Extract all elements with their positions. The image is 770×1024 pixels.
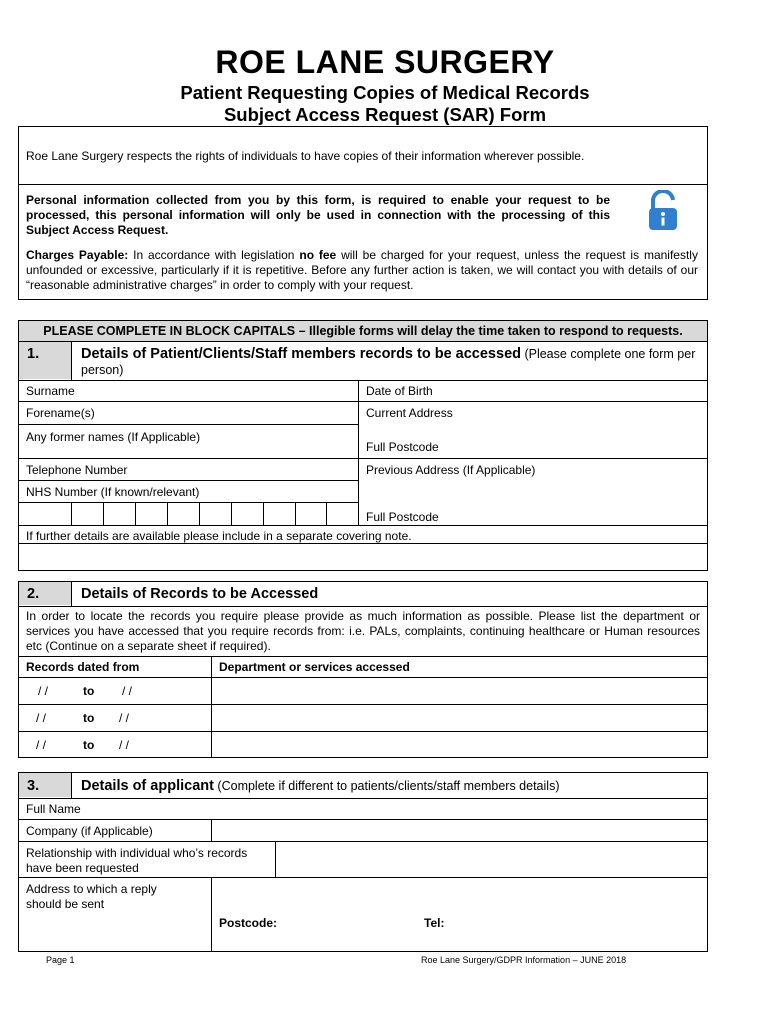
divider: [18, 184, 708, 185]
divider: [18, 480, 358, 481]
nhs-digit-box: [71, 502, 72, 525]
divider: [18, 380, 708, 381]
divider: [18, 341, 708, 342]
nhs-digit-box: [167, 502, 168, 525]
divider: [18, 424, 358, 425]
page-number: Page 1: [46, 955, 75, 965]
full-name-label: Full Name: [26, 802, 81, 816]
date-to-2: / /: [119, 711, 130, 725]
divider: [18, 704, 708, 705]
divider: [18, 502, 358, 503]
further-details-note: If further details are available please include in a separate covering note.: [26, 529, 412, 543]
block-capitals-banner: PLEASE COMPLETE IN BLOCK CAPITALS – Illegible forms will delay the time taken to respond to requests.: [43, 324, 683, 338]
current-address-label: Current Address: [366, 406, 453, 420]
section3-heading: [81, 778, 703, 794]
section2-instructions: In order to locate the records you require please provide as much information as possible. Please list the department or services you have accessed that you require records from: i.e. PALs, complaints, continuing healthcare or Human resources etc (Continue on a separate sheet if required).: [26, 609, 700, 653]
section1-heading: [81, 346, 703, 378]
section1-heading-text: Details of Patient/Clients/Staff members records to be accessed: [81, 346, 521, 362]
divider: [18, 841, 708, 842]
footer-info: Roe Lane Surgery/GDPR Information – JUNE 2018: [421, 955, 627, 965]
divider: [71, 581, 72, 606]
to-label-1: to: [83, 684, 95, 698]
postcode-label: Postcode:: [219, 916, 278, 930]
relationship-label: Relationship with individual who’s records have been requested: [26, 846, 248, 875]
charges-pre: In accordance with legislation: [128, 248, 300, 262]
divider: [18, 525, 708, 526]
date-from-3: / /: [36, 738, 47, 752]
dob-label: Date of Birth: [366, 384, 433, 398]
full-postcode-label-previous: Full Postcode: [366, 510, 439, 524]
section2-number: 2.: [27, 586, 40, 602]
tel-label: Tel:: [424, 916, 445, 930]
date-to-3: / /: [119, 738, 130, 752]
previous-address-label: Previous Address (If Applicable): [366, 463, 536, 477]
intro-respect-text: Roe Lane Surgery respects the rights of individuals to have copies of their information wherever possible.: [26, 149, 585, 163]
divider: [18, 677, 708, 678]
divider: [211, 819, 212, 841]
date-from-1: / /: [38, 684, 49, 698]
to-label-3: to: [83, 738, 95, 752]
divider: [18, 606, 708, 607]
divider: [211, 656, 212, 758]
section3-number: 3.: [27, 778, 40, 794]
divider: [275, 841, 276, 877]
divider: [18, 458, 708, 459]
former-names-label: Any former names (If Applicable): [26, 430, 201, 444]
intro-personal-info-text: Personal information collected from you by this form, is required to enable your request to be processed, this personal information will only be used in connection with the processing of this Subject Access Request.: [26, 193, 610, 237]
section3-heading-note: (Complete if different to patients/clients/staff members details): [213, 779, 560, 793]
company-label: Company (if Applicable): [26, 824, 153, 838]
nhs-digit-box: [199, 502, 200, 525]
section3-heading-text: Details of applicant: [81, 778, 214, 794]
form-subtitle-sar: Subject Access Request (SAR) Form: [223, 104, 547, 125]
charges-label: Charges Payable:: [26, 248, 129, 262]
nhs-digit-box: [326, 502, 327, 525]
divider: [71, 341, 72, 380]
open-padlock-info-icon: [645, 190, 685, 232]
divider: [18, 401, 708, 402]
divider: [18, 877, 708, 878]
nhs-digit-box: [103, 502, 104, 525]
surname-label: Surname: [26, 384, 75, 398]
department-header: Department or services accessed: [219, 660, 410, 674]
page-title: ROE LANE SURGERY: [215, 44, 555, 80]
charges-post: will be charged for your request, unless the request is manifestly unfounded or excessive, particularly if it is repetitive. Before any further action is taken, we will contact you with details of our “reasonable administrative charges” in order to comply with your request.: [26, 248, 698, 292]
divider: [18, 731, 708, 732]
charges-no-fee: no fee: [299, 248, 337, 262]
telephone-label: Telephone Number: [26, 463, 128, 477]
nhs-digit-box: [231, 502, 232, 525]
divider: [71, 772, 72, 798]
date-from-2: / /: [36, 711, 47, 725]
section1-number: 1.: [27, 346, 40, 362]
reply-address-label: Address to which a reply should be sent: [26, 882, 157, 911]
form-subtitle: Patient Requesting Copies of Medical Records: [180, 82, 590, 103]
nhs-number-label: NHS Number (If known/relevant): [26, 485, 200, 499]
full-postcode-label: Full Postcode: [366, 440, 439, 454]
to-label-2: to: [83, 711, 95, 725]
divider: [18, 656, 708, 657]
divider: [211, 877, 212, 952]
charges-text: [26, 248, 698, 293]
section2-heading: Details of Records to be Accessed: [81, 586, 319, 602]
nhs-digit-box: [135, 502, 136, 525]
records-dated-from-header: Records dated from: [26, 660, 140, 674]
section1-heading-note: (Please complete one form per person): [81, 347, 696, 377]
divider: [18, 798, 708, 799]
nhs-digit-box: [263, 502, 264, 525]
forenames-label: Forename(s): [26, 406, 95, 420]
divider: [18, 819, 708, 820]
date-to-1: / /: [122, 684, 133, 698]
nhs-digit-box: [295, 502, 296, 525]
